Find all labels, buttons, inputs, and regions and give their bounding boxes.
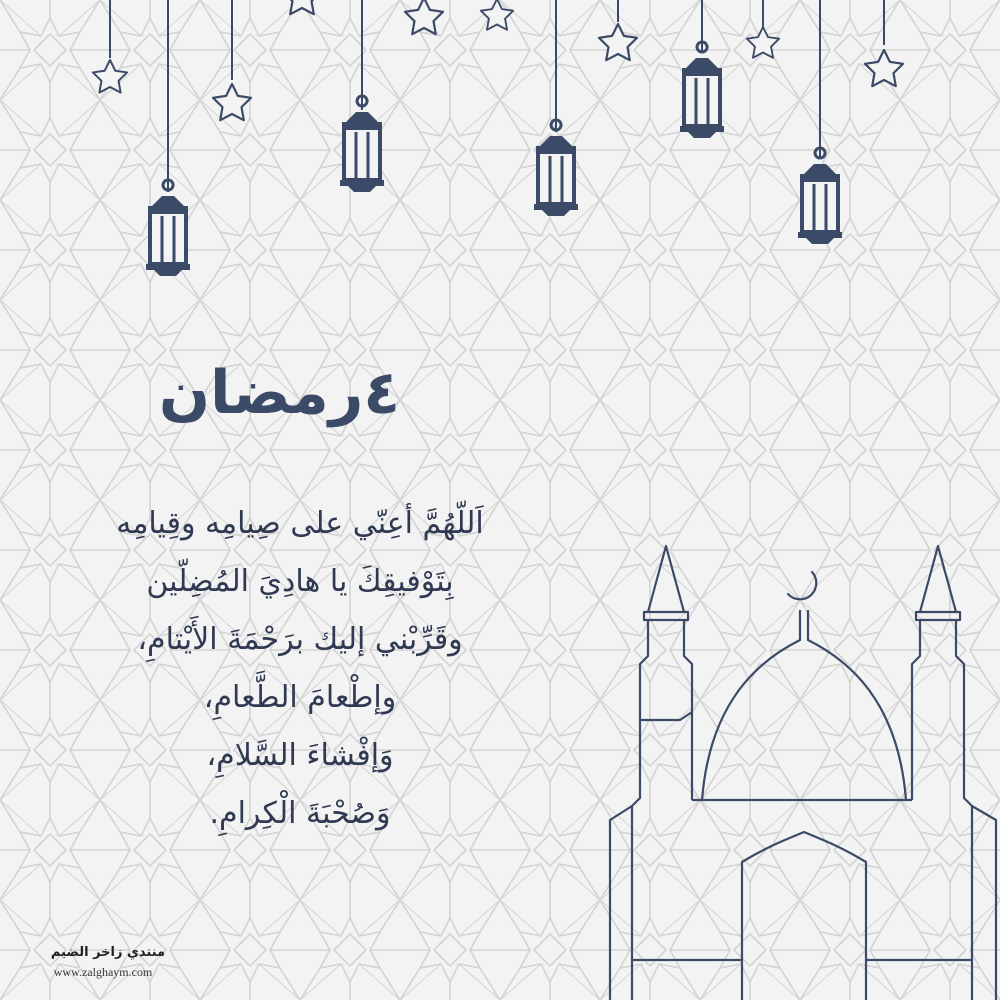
page-title: ٤رمضان	[158, 358, 400, 428]
star-icon	[405, 0, 443, 34]
lantern-icon	[798, 148, 842, 244]
footer-watermark	[28, 945, 178, 985]
dua-line: وإطْعامَ الطَّعامِ،	[203, 680, 397, 715]
lantern-icon	[534, 120, 578, 216]
lantern-icon	[146, 180, 190, 276]
star-icon	[213, 84, 251, 120]
star-icon	[747, 27, 779, 58]
dua-line: وَصُحْبَةَ الْكِرامِ.	[209, 796, 391, 831]
lantern-icon	[340, 96, 384, 192]
star-icon	[283, 0, 321, 14]
footer-url: www.zalghaym.com	[53, 965, 153, 979]
mosque-outline	[610, 546, 996, 1000]
dua-line: بِتَوْفيقِكَ يا هادِيَ المُضِلّين	[146, 564, 454, 599]
star-icon	[599, 24, 637, 60]
dua-text	[80, 495, 520, 843]
lantern-icon	[680, 42, 724, 138]
star-icon	[93, 60, 127, 93]
dua-line: وَإفْشاءَ السَّلامِ،	[206, 738, 394, 773]
dua-line: وقَرِّبْني إليك برَحْمَةَ الأَيْتامِ،	[137, 622, 463, 657]
star-icon	[481, 0, 513, 30]
dua-line: اَللّهُمَّ أعِنّي على صِيامِه وقِيامِه	[116, 506, 484, 541]
star-icon	[865, 50, 903, 86]
footer-brand: منتدي زاخر الضيم	[50, 945, 166, 960]
